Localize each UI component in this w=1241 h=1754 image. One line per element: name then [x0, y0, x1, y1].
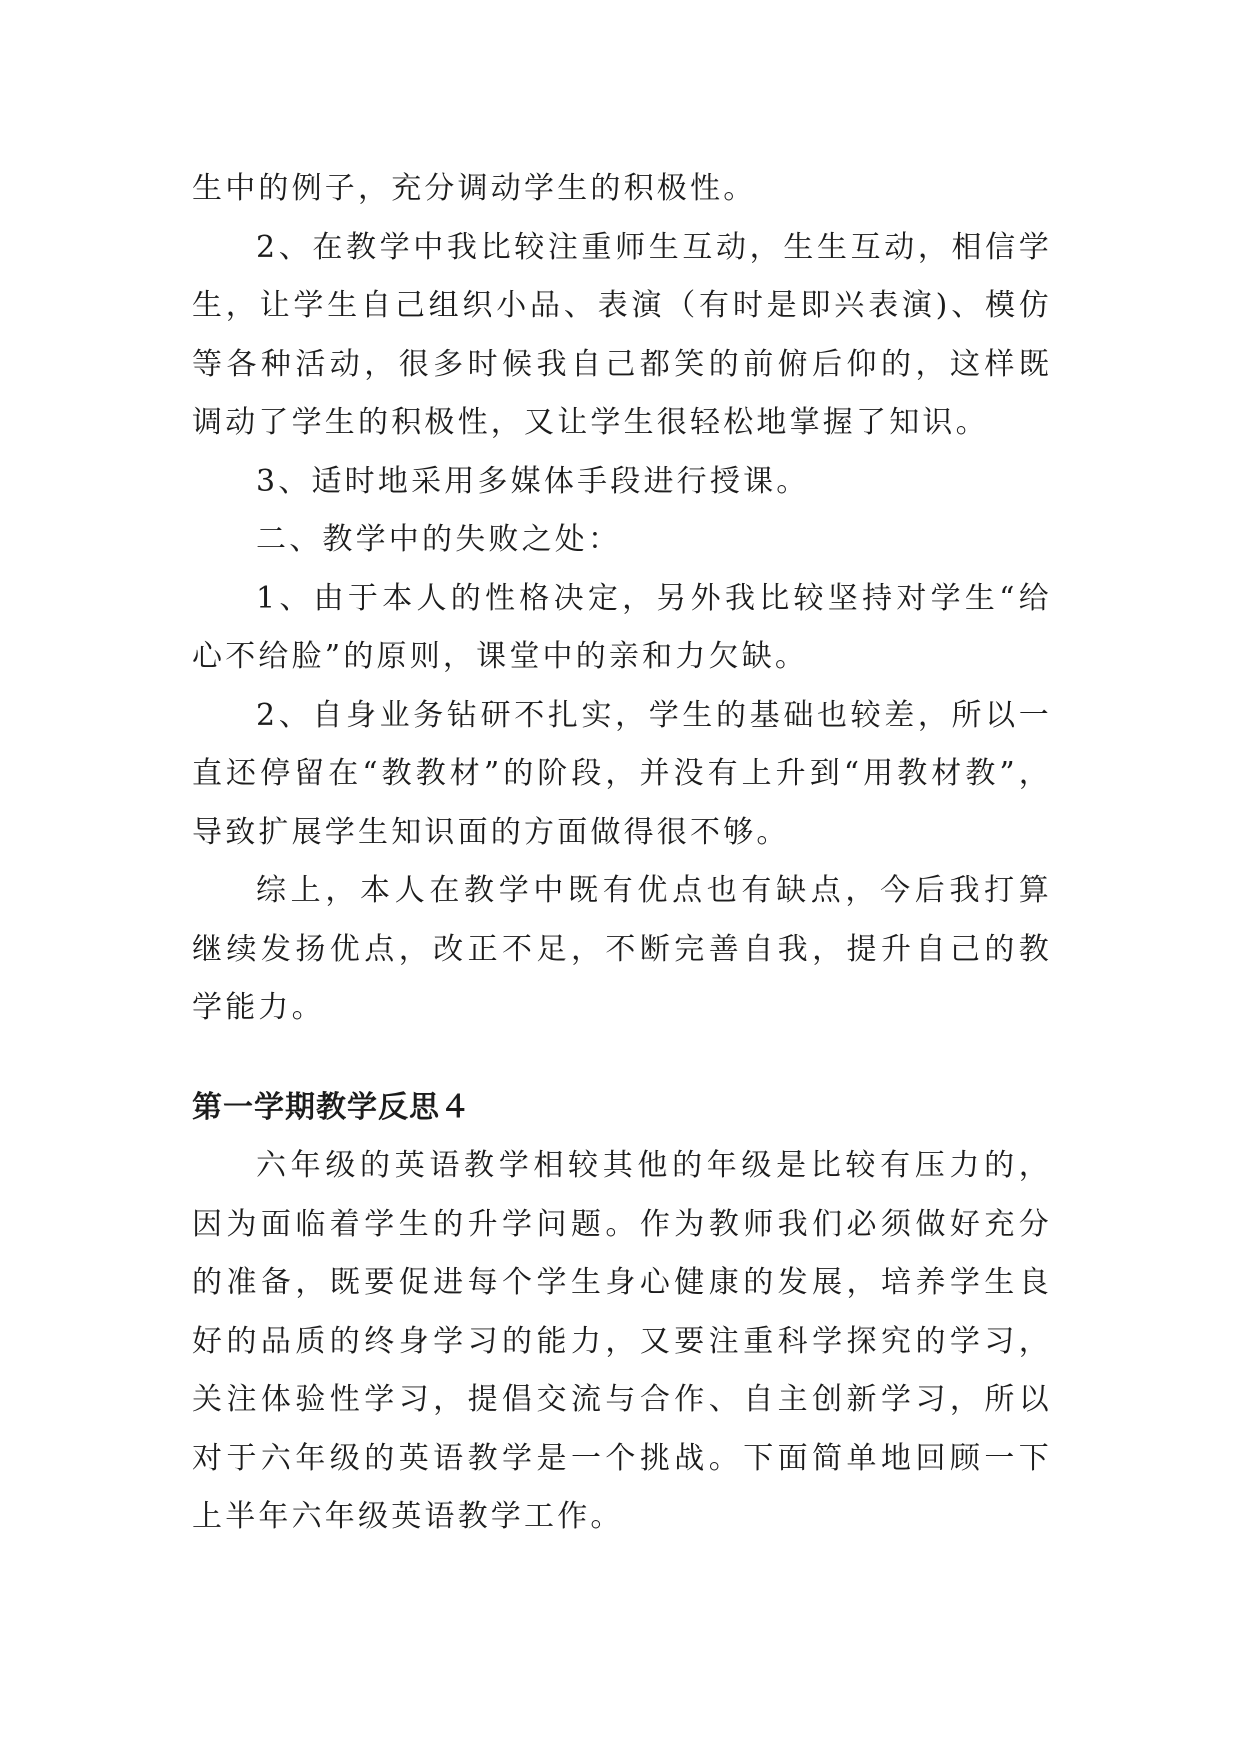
paragraph-point-2-interaction: 2、在教学中我比较注重师生互动，生生互动，相信学生，让学生自己组织小品、表演（有时是即兴表演)、模仿等各种活动，很多时候我自己都笑的前俯后仰的，这样既调动了学生的积极性，又让学生很轻松地掌握了知识。	[192, 229, 1052, 440]
paragraph-continuation: 生中的例子，充分调动学生的积极性。	[192, 171, 757, 206]
paragraph-failure-1: 1、由于本人的性格决定，另外我比较坚持对学生“给心不给脸”的原则，课堂中的亲和力欠缺。	[192, 580, 1052, 674]
document-body	[192, 160, 1052, 1547]
paragraph-failure-2: 2、自身业务钻研不扎实，学生的基础也较差，所以一直还停留在“教教材”的阶段，并没有上升到“用教材教”，导致扩展学生知识面的方面做得很不够。	[192, 697, 1052, 850]
section-heading: 第一学期教学反思４	[192, 1089, 471, 1125]
section-spacer	[192, 1038, 1052, 1079]
paragraph-point-3-multimedia: 3、适时地采用多媒体手段进行授课。	[256, 463, 810, 499]
paragraph-grade-six-intro: 六年级的英语教学相较其他的年级是比较有压力的，因为面临着学生的升学问题。作为教师我们必须做好充分的准备，既要促进每个学生身心健康的发展，培养学生良好的品质的终身学习的能力，又要注重科学探究的学习，关注体验性学习，提倡交流与合作、自主创新学习，所以对于六年级的英语教学是一个挑战。下面简单地回顾一下上半年六年级英语教学工作。	[192, 1148, 1052, 1534]
paragraph-summary: 综上，本人在教学中既有优点也有缺点，今后我打算继续发扬优点，改正不足，不断完善自我，提升自己的教学能力。	[192, 873, 1052, 1025]
paragraph-failures-heading: 二、教学中的失败之处：	[256, 522, 622, 557]
